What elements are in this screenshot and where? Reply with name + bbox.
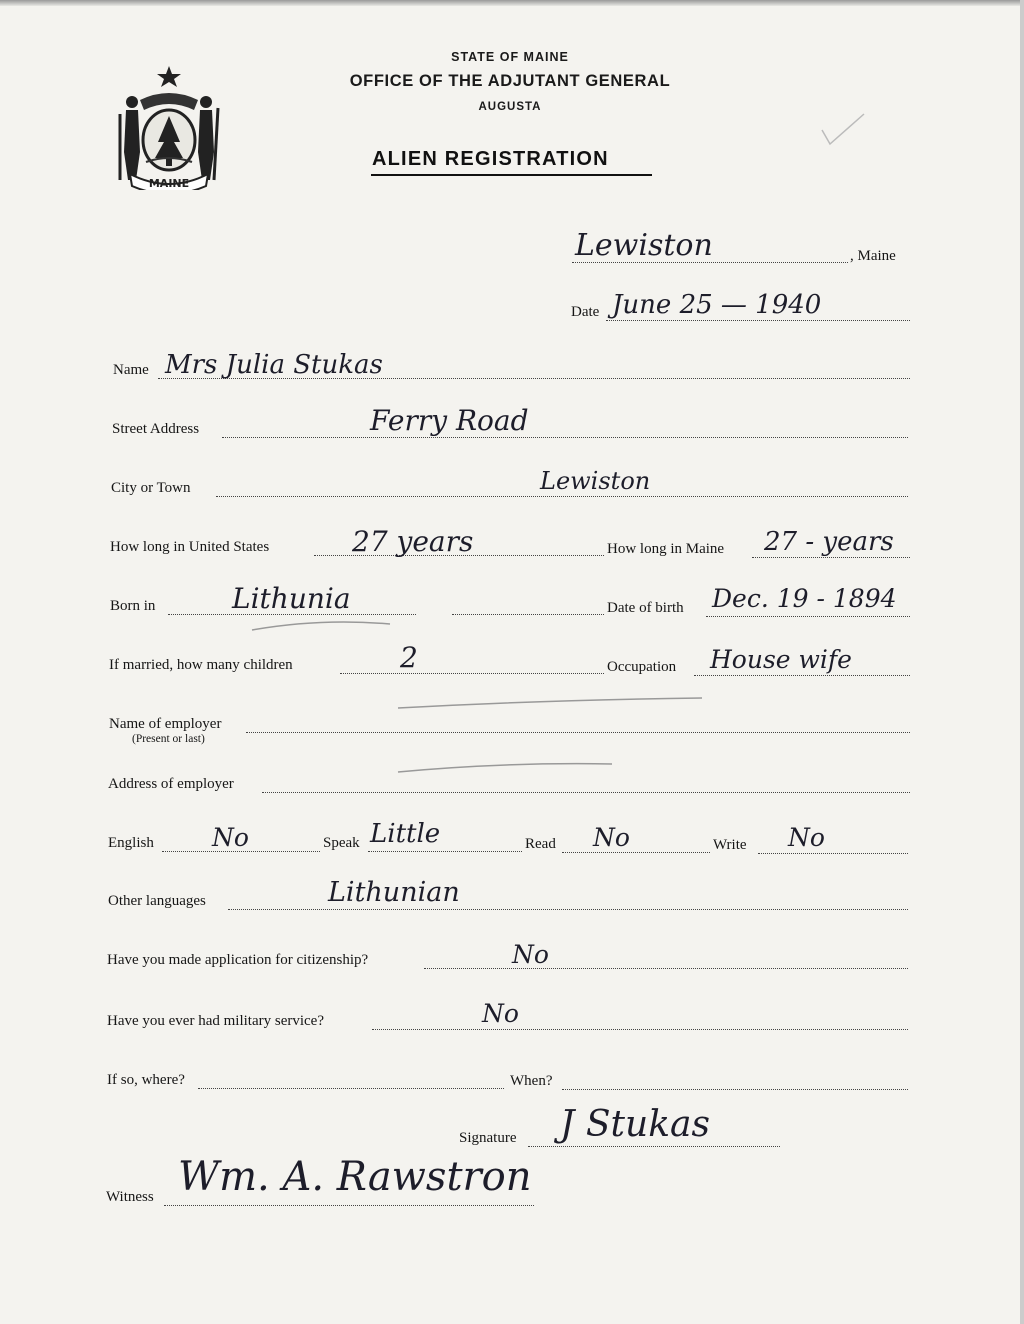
write-line: [758, 853, 908, 854]
employer-name-sublabel: (Present or last): [132, 733, 205, 745]
english-label: English: [108, 835, 154, 851]
read-line: [562, 852, 710, 853]
when-line: [562, 1089, 908, 1090]
other-languages-value: Lithunian: [328, 877, 460, 908]
form-title: ALIEN REGISTRATION: [372, 148, 609, 170]
date-of-birth-line: [706, 616, 910, 617]
other-languages-line: [228, 909, 908, 910]
where-label: If so, where?: [107, 1072, 185, 1088]
city-line: [216, 496, 908, 497]
how-long-maine-line: [752, 557, 910, 558]
write-label: Write: [713, 837, 747, 853]
date-value: June 25 — 1940: [612, 290, 822, 320]
occupation-label: Occupation: [607, 659, 677, 675]
occupation-line: [694, 675, 910, 676]
office-heading: OFFICE OF THE ADJUTANT GENERAL: [349, 72, 671, 90]
military-line: [372, 1029, 908, 1030]
when-label: When?: [510, 1073, 553, 1089]
citizenship-value: No: [512, 940, 549, 969]
signature-label: Signature: [459, 1130, 517, 1146]
employer-name-stroke: [396, 694, 706, 714]
city-label: City or Town: [111, 480, 191, 496]
state-heading: STATE OF MAINE: [451, 50, 569, 64]
employer-address-stroke: [396, 758, 616, 778]
english-value: No: [212, 823, 249, 852]
city-value: Lewiston: [540, 467, 651, 495]
children-line: [340, 673, 604, 674]
employer-address-label: Address of employer: [108, 776, 234, 792]
other-languages-label: Other languages: [108, 893, 206, 909]
read-label: Read: [525, 836, 556, 852]
employer-name-label: Name of employer: [109, 716, 222, 732]
street-address-label: Street Address: [112, 421, 200, 437]
military-label: Have you ever had military service?: [107, 1013, 324, 1029]
where-line: [198, 1088, 504, 1089]
how-long-us-value: 27 years: [352, 525, 474, 558]
employer-name-line: [246, 732, 910, 733]
how-long-us-label: How long in United States: [110, 539, 270, 555]
how-long-maine-value: 27 - years: [764, 527, 894, 557]
signature-value: J Stukas: [560, 1104, 710, 1145]
speak-line: [368, 851, 522, 852]
citizenship-line: [424, 968, 908, 969]
scan-edge-right: [1020, 0, 1024, 1324]
born-in-stroke: [250, 618, 400, 638]
speak-value: Little: [370, 819, 441, 849]
how-long-maine-label: How long in Maine: [607, 541, 725, 557]
born-in-line-2: [452, 614, 604, 615]
born-in-value: Lithunia: [232, 582, 351, 615]
born-in-label: Born in: [110, 598, 156, 614]
seal-motto-text: MAINE: [148, 177, 190, 190]
witness-value: Wm. A. Rawstron: [178, 1154, 532, 1200]
scan-edge-top: [0, 0, 1024, 6]
maine-state-seal: [110, 62, 228, 190]
check-mark: [820, 112, 870, 152]
date-of-birth-value: Dec. 19 - 1894: [712, 584, 897, 613]
occupation-value: House wife: [710, 645, 852, 674]
signature-line: [528, 1146, 780, 1147]
name-value: Mrs Julia Stukas: [165, 350, 383, 380]
date-of-birth-label: Date of birth: [607, 600, 684, 616]
speak-label: Speak: [323, 835, 360, 851]
witness-label: Witness: [106, 1189, 154, 1205]
location-value: Lewiston: [575, 228, 713, 263]
name-label: Name: [113, 362, 149, 378]
children-value: 2: [400, 641, 418, 674]
witness-line: [164, 1205, 534, 1206]
city-heading: AUGUSTA: [478, 101, 542, 113]
street-address-value: Ferry Road: [370, 404, 529, 437]
employer-address-line: [262, 792, 910, 793]
children-label: If married, how many children: [109, 657, 293, 673]
title-underline: [371, 174, 652, 176]
military-value: No: [482, 999, 519, 1028]
read-value: No: [593, 823, 630, 852]
state-label: , Maine: [850, 248, 896, 264]
street-address-line: [222, 437, 908, 438]
write-value: No: [788, 823, 825, 852]
date-line: [606, 320, 910, 321]
citizenship-label: Have you made application for citizenship?: [107, 952, 369, 968]
date-label: Date: [571, 304, 600, 320]
